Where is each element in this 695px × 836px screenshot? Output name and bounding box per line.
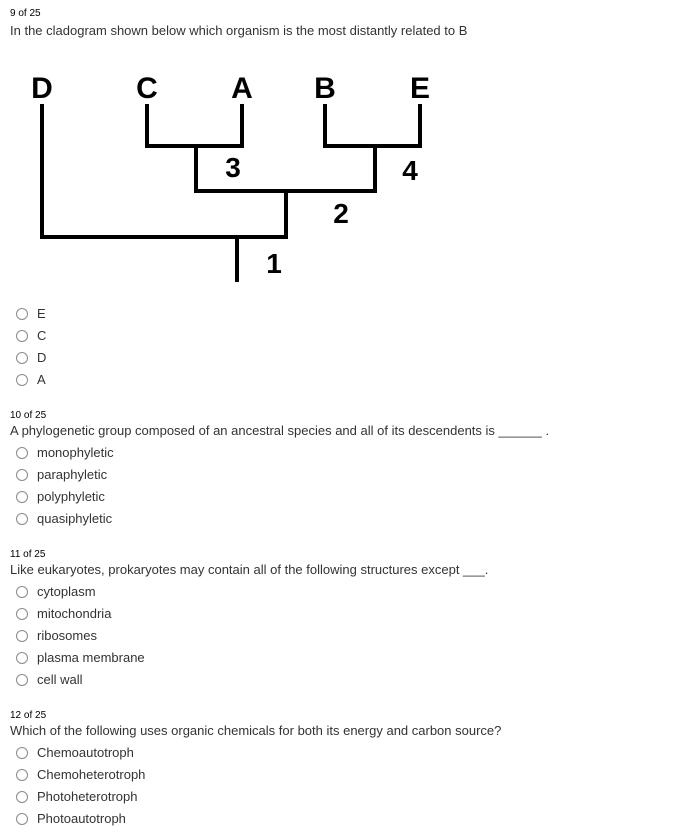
radio-button[interactable]	[16, 308, 28, 320]
question-12-text: Which of the following uses organic chemicals for both its energy and carbon source?	[10, 723, 502, 738]
answer-option-photoheterotroph[interactable]	[16, 787, 137, 807]
option-label: C	[37, 328, 47, 343]
question-10-text: A phylogenetic group composed of an ancestral species and all of its descendents is ______ .	[10, 423, 550, 438]
answer-option-cell-wall[interactable]	[16, 670, 83, 690]
option-label: Chemoheterotroph	[37, 767, 146, 782]
radio-button[interactable]	[16, 469, 28, 481]
option-label: D	[37, 350, 47, 365]
question-10-number	[10, 410, 46, 422]
option-label: Photoheterotroph	[37, 789, 138, 804]
answer-option-ribosomes[interactable]	[16, 626, 97, 646]
option-label: Photoautotroph	[37, 811, 126, 826]
answer-option-quasiphyletic[interactable]	[16, 509, 112, 529]
answer-option-chemoautotroph[interactable]	[16, 743, 134, 763]
taxon-label-d: D	[31, 72, 53, 105]
option-label: paraphyletic	[37, 467, 108, 482]
node-label-2: 2	[333, 198, 349, 229]
taxon-label-a: A	[231, 72, 253, 105]
cladogram-diagram	[0, 60, 460, 290]
radio-button[interactable]	[16, 674, 28, 686]
answer-option-polyphyletic[interactable]	[16, 487, 105, 507]
answer-option-d[interactable]	[16, 348, 46, 368]
question-of-total: of 25	[23, 710, 47, 721]
taxon-label-e: E	[409, 72, 431, 105]
option-label: cytoplasm	[37, 584, 96, 599]
answer-option-mitochondria[interactable]	[16, 604, 111, 624]
taxon-label-c: C	[136, 72, 158, 105]
radio-button[interactable]	[16, 652, 28, 664]
question-of-total: of 25	[23, 410, 47, 421]
option-label: E	[37, 306, 46, 321]
radio-button[interactable]	[16, 374, 28, 386]
radio-button[interactable]	[16, 513, 28, 525]
option-label: mitochondria	[37, 606, 112, 621]
option-label: ribosomes	[37, 628, 97, 643]
radio-button[interactable]	[16, 608, 28, 620]
option-label: monophyletic	[37, 445, 114, 460]
answer-option-photoautotroph[interactable]	[16, 809, 126, 829]
question-number: 11	[10, 549, 21, 560]
option-label: quasiphyletic	[37, 511, 113, 526]
answer-option-c[interactable]	[16, 326, 46, 346]
radio-button[interactable]	[16, 630, 28, 642]
node-label-4: 4	[402, 155, 418, 186]
radio-button[interactable]	[16, 352, 28, 364]
radio-button[interactable]	[16, 769, 28, 781]
question-11-number	[10, 549, 45, 561]
radio-button[interactable]	[16, 791, 28, 803]
node-label-1: 1	[266, 248, 282, 279]
taxon-label-b: B	[314, 72, 336, 105]
radio-button[interactable]	[16, 813, 28, 825]
question-number: 12	[10, 710, 22, 721]
option-label: plasma membrane	[37, 650, 145, 665]
radio-button[interactable]	[16, 447, 28, 459]
option-label: polyphyletic	[37, 489, 105, 504]
option-label: cell wall	[37, 672, 83, 687]
radio-button[interactable]	[16, 491, 28, 503]
question-12-number	[10, 710, 46, 722]
question-11-text: Like eukaryotes, prokaryotes may contain all of the following structures except ___.	[10, 562, 489, 577]
question-of-total: of 25	[18, 8, 41, 19]
option-label: Chemoautotroph	[37, 745, 134, 760]
answer-option-plasma-membrane[interactable]	[16, 648, 145, 668]
question-9-text: In the cladogram shown below which organism is the most distantly related to B	[10, 23, 468, 38]
question-of-total: of 25	[23, 549, 46, 560]
answer-option-cytoplasm[interactable]	[16, 582, 96, 602]
answer-option-monophyletic[interactable]	[16, 443, 114, 463]
question-number: 10	[10, 410, 22, 421]
node-label-3: 3	[225, 152, 241, 183]
radio-button[interactable]	[16, 330, 28, 342]
answer-option-e[interactable]	[16, 304, 46, 324]
answer-option-paraphyletic[interactable]	[16, 465, 107, 485]
radio-button[interactable]	[16, 747, 28, 759]
answer-option-chemoheterotroph[interactable]	[16, 765, 145, 785]
question-number: 9	[10, 8, 16, 19]
question-9-number	[10, 8, 41, 20]
option-label: A	[37, 372, 46, 387]
answer-option-a[interactable]	[16, 370, 46, 390]
radio-button[interactable]	[16, 586, 28, 598]
